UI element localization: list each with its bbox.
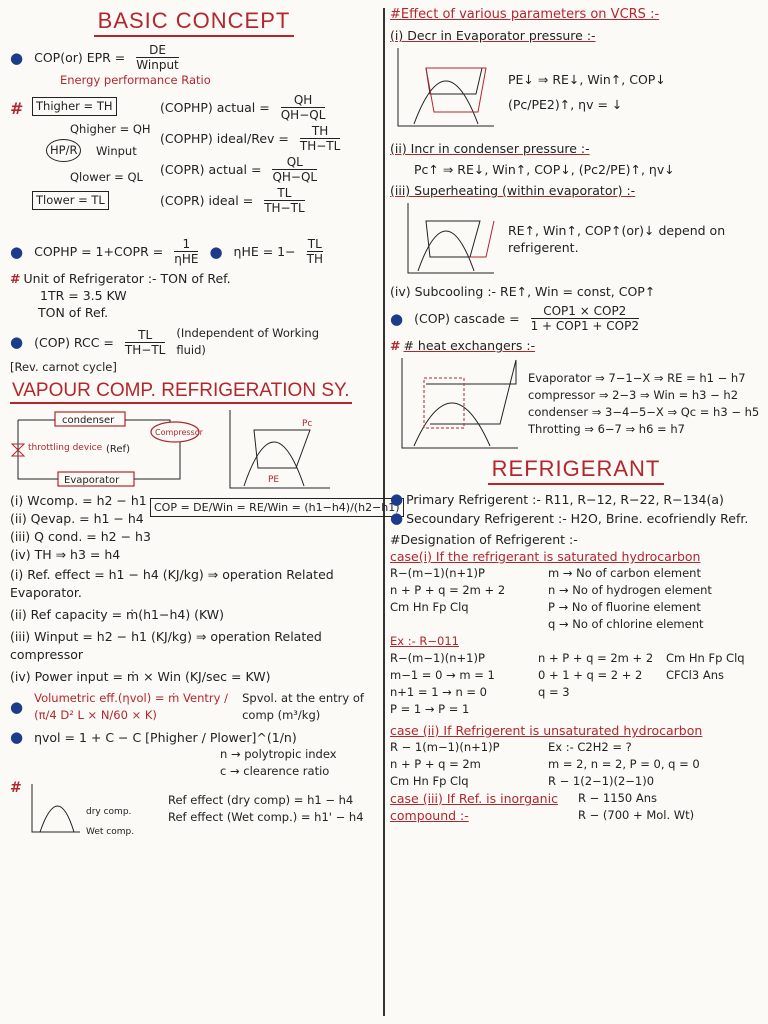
case3-eq2: R − (700 + Mol. Wt)	[578, 808, 695, 822]
ex1-row	[390, 650, 762, 718]
cascade-row	[390, 304, 762, 333]
ph-evap-diagram	[390, 44, 500, 140]
vcrs-diagram-row	[10, 408, 378, 492]
ts-dome	[40, 806, 74, 832]
pipe-1	[134, 442, 180, 479]
ex1-step-e: n + P + q = 2m + 2	[538, 651, 654, 665]
pc-label: Pc	[302, 419, 313, 429]
ts-hx-diagram	[390, 354, 520, 454]
vcrs-equations	[10, 492, 400, 566]
hx-condenser-eq: condenser ⇒ 3−4−5−X ⇒ Qc = h3 − h5	[528, 405, 760, 419]
cophp-actual-label: (COPHP) actual =	[160, 100, 270, 115]
pe-label: PE	[268, 475, 280, 485]
ph-dome	[418, 231, 474, 271]
rcc-label: (COP) RCC =	[34, 334, 114, 350]
evap-pressure-eq2: (Pc/PE2)↑, ηv = ↓	[508, 97, 623, 112]
nhe-num: TL	[307, 237, 322, 251]
ph-superheat-diagram	[390, 199, 500, 279]
cond-pressure-eq: Pc↑ ⇒ RE↓, Win↑, COP↓, (Pc2/PE)↑, ηv↓	[414, 162, 675, 177]
vcrs-title: VAPOUR COMP. REFRIGERATION SY.	[10, 380, 352, 404]
bullet-icon: ●	[10, 728, 24, 746]
ref-capacity-eq: (ii) Ref capacity = ṁ(h1−h4) (KW)	[10, 607, 225, 622]
superheating-title: (iii) Superheating (within evaporator) :-	[390, 183, 636, 198]
bullet-icon: ●	[10, 698, 24, 716]
cop-formulas	[160, 93, 378, 215]
cophp-actual-den: QH−QL	[280, 108, 326, 122]
ts-dry-wet-diagram	[10, 780, 160, 838]
ex2-step-a: m = 2, n = 2, P = 0, q = 0	[548, 757, 700, 771]
hx-title-text: # heat exchangers :-	[403, 338, 536, 353]
left-column	[10, 6, 400, 838]
ph-cycle	[426, 221, 480, 257]
n-note: n → polytropic index	[220, 747, 337, 761]
vol-eff-row	[10, 690, 378, 724]
dry-comp-label: dry comp.	[86, 807, 132, 817]
case1-title: case(i) If the refrigerant is saturated hydrocarbon	[390, 549, 701, 564]
qlower-label: Qlower = QL	[70, 170, 143, 184]
evap-pressure-title: (i) Decr in Evaporator pressure :-	[390, 28, 596, 43]
compressor-label: Compressor	[155, 428, 203, 437]
nhe-label: ηHE = 1−	[233, 244, 296, 259]
ex2-title: Ex :- C2H2 = ?	[548, 740, 632, 754]
copr-ideal-label: (COPR) ideal =	[160, 193, 254, 208]
bullet-icon: ●	[390, 491, 404, 508]
p-note: P → No of fluorine element	[548, 600, 701, 614]
ph-diagram	[224, 408, 334, 492]
copr-ideal-den: TH−TL	[264, 201, 305, 215]
th-eq: (iv) TH ⇒ h3 = h4	[10, 547, 121, 562]
ph-axes	[398, 48, 494, 126]
vol-note: Spvol. at the entry of comp (m³/kg)	[242, 691, 364, 722]
dry-wet-row	[10, 780, 378, 838]
copr-ideal-num: TL	[264, 186, 304, 201]
condenser-label: condenser	[62, 415, 115, 426]
case2-formula-3: Cm Hn Fp Clq	[390, 774, 469, 788]
power-input-eq: (iv) Power input = ṁ × Win (KJ/sec = KW)	[10, 669, 271, 684]
evap-pressure-row	[390, 44, 762, 140]
primary-row	[390, 491, 762, 508]
case2-formula-2: n + P + q = 2m	[390, 757, 481, 771]
ex1-step-b: m−1 = 0 → m = 1	[390, 668, 495, 682]
ex1-title: Ex :- R−011	[390, 634, 459, 648]
secondary-refrigerant: Secoundary Refrigerent :- H2O, Brine. ecofriendly Refr.	[406, 511, 749, 526]
q-note: q → No of chlorine element	[548, 617, 704, 631]
nvol-eq: ηvol = 1 + C − C [Phigher / Plower]^(1/n)	[34, 729, 297, 745]
hx-region	[424, 378, 464, 428]
winput-eq: (iii) Winput = h2 − h1 (KJ/kg) ⇒ operation Related compressor	[10, 629, 322, 662]
unit-line-2: TON of Ref.	[38, 305, 109, 320]
unit-title-text: Unit of Refrigerator :- TON of Ref.	[23, 271, 231, 286]
bullet-icon: ●	[10, 242, 24, 261]
ex1-step-h: Cm Hn Fp Clq	[666, 651, 745, 665]
winput-arrow-label: Winput	[96, 144, 137, 158]
cophp-actual-num: QH	[281, 93, 326, 108]
secondary-row	[390, 510, 762, 527]
unit-title	[10, 270, 378, 287]
rcc-num: TL	[125, 328, 165, 343]
refrigerant-title: REFRIGERANT	[488, 456, 665, 485]
hx-compressor-eq: compressor ⇒ 2−3 ⇒ Win = h3 − h2	[528, 388, 739, 402]
qhigher-label: Qhigher = QH	[70, 122, 151, 136]
cop-den: Winput	[136, 58, 179, 72]
ph-cycle-1	[426, 68, 482, 94]
cop-relation	[10, 237, 378, 266]
nvol-row	[10, 728, 378, 746]
hx-title	[390, 337, 762, 354]
n-note-right: n → No of hydrogen element	[548, 583, 712, 597]
hash-icon: #	[10, 271, 21, 286]
unit-line-1: 1TR = 3.5 KW	[40, 288, 127, 303]
throttling-label: throttling device	[28, 443, 103, 453]
rcc-note: (Independent of Working fluid)	[176, 326, 320, 357]
case1-formula-1: R−(m−1)(n+1)P	[390, 566, 485, 580]
ex1-step-f: 0 + 1 + q = 2 + 2	[538, 668, 643, 682]
thigher-box: Thigher = TH	[32, 97, 117, 116]
cop-definition	[10, 43, 378, 72]
cophp-ideal-num: TH	[300, 124, 340, 139]
wcomp-eq: (i) Wcomp. = h2 − h1	[10, 493, 147, 508]
case3-eq: R − 1150 Ans	[578, 791, 658, 805]
superheating-eq: RE↑, Win↑, COP↑(or)↓ depend on refrigerent.	[508, 223, 726, 255]
hx-row	[390, 354, 762, 454]
bullet-icon: ●	[10, 48, 24, 67]
vol-eff-eq: Volumetric eff.(ηvol) = ṁ Ventry / (π/4 D² L × N/60 × K)	[34, 691, 228, 722]
cophp-rel-label: COPHP = 1+COPR =	[34, 244, 164, 259]
cophp-rel-den: ηHE	[174, 252, 199, 266]
nhe-den: TH	[306, 252, 323, 266]
wet-comp-label: Wet comp.	[86, 827, 135, 837]
ref-dry-eq: Ref effect (dry comp) = h1 − h4	[168, 793, 354, 807]
vcrs-cycle-diagram	[10, 408, 210, 492]
rcc-row	[10, 325, 378, 359]
tlower-box: Tlower = TL	[32, 191, 109, 210]
subcooling-eq: (iv) Subcooling :- RE↑, Win = const, COP↑	[390, 284, 656, 299]
case3-row	[390, 790, 762, 824]
ex1-step-c: n+1 = 1 → n = 0	[390, 685, 488, 699]
hash-icon: #	[10, 780, 22, 796]
ref-wet-eq: Ref effect (Wet comp.) = h1' − h4	[168, 810, 364, 824]
cond-pressure-title: (ii) Incr in condenser pressure :-	[390, 141, 590, 156]
qcond-eq: (iii) Q cond. = h2 − h3	[10, 529, 151, 544]
vcrs-parameters-title: #Effect of various parameters on VCRS :-	[390, 7, 660, 22]
ex1-step-g: q = 3	[538, 685, 570, 699]
cophp-rel-num: 1	[174, 237, 198, 252]
designation-title: #Designation of Refrigerent :-	[390, 532, 578, 547]
superheat-path	[470, 221, 494, 257]
cop-label: COP(or) EPR =	[34, 50, 126, 65]
pipe-2	[125, 420, 170, 422]
case1-row	[390, 565, 762, 633]
cascade-label: (COP) cascade =	[414, 311, 520, 326]
cop-num: DE	[136, 43, 178, 58]
m-note: m → No of carbon element	[548, 566, 701, 580]
evaporator-label: Evaporator	[64, 475, 120, 486]
copr-actual-num: QL	[272, 155, 317, 170]
epr-note: Energy performance Ratio	[60, 73, 211, 87]
case2-row	[390, 739, 762, 790]
cop-box: COP = DE/Win = RE/Win = (h1−h4)/(h2−h1)	[150, 498, 404, 517]
copr-actual-den: QH−QL	[272, 170, 318, 184]
bullet-icon: ●	[390, 309, 404, 328]
ph-dome	[414, 81, 478, 124]
qevap-eq: (ii) Qevap. = h1 − h4	[10, 511, 144, 526]
copr-actual-label: (COPR) actual =	[160, 162, 262, 177]
c-note: c → clearence ratio	[220, 764, 330, 778]
ref-effect-eq: (i) Ref. effect = h1 − h4 (KJ/kg) ⇒ operation Related Evaporator.	[10, 567, 334, 600]
right-column	[390, 6, 762, 824]
bullet-icon: ●	[10, 333, 24, 351]
primary-refrigerant: Primary Refrigerent :- R11, R−12, R−22, R−134(a)	[406, 492, 724, 507]
hx-throttling-eq: Throtting ⇒ 6−7 ⇒ h6 = h7	[528, 422, 685, 436]
evap-pressure-eq: PE↓ ⇒ RE↓, Win↑, COP↓	[508, 72, 666, 87]
rcc-den: TH−TL	[124, 342, 166, 357]
case3-title: case (iii) If Ref. is inorganic compound :-	[390, 791, 558, 823]
hash-icon: #	[390, 338, 401, 353]
ex1-step-a: R−(m−1)(n+1)P	[390, 651, 485, 665]
hash-icon: #	[10, 99, 24, 118]
ex1-answer: CFCl3 Ans	[666, 668, 724, 682]
hpr-circle: HP/R	[46, 139, 81, 162]
cop-fraction	[136, 43, 178, 72]
cascade-num: COP1 × COP2	[531, 304, 639, 319]
ex1-step-d: P = 1 → P = 1	[390, 702, 470, 716]
bullet-icon: ●	[209, 242, 223, 261]
hx-evaporator-eq: Evaporator ⇒ 7−1−X ⇒ RE = h1 − h7	[528, 371, 746, 385]
cophp-ideal-label: (COPHP) ideal/Rev =	[160, 131, 289, 146]
cascade-den: 1 + COP1 + COP2	[530, 319, 639, 333]
cophp-ideal-den: TH−TL	[299, 139, 341, 153]
rcc-sub: [Rev. carnot cycle]	[10, 360, 117, 374]
basic-concept-title: BASIC CONCEPT	[94, 8, 295, 37]
ph-axes	[230, 410, 330, 488]
ex2-step-b: R − 1(2−1)(2−1)0	[548, 774, 655, 788]
case2-formula-1: R − 1(m−1)(n+1)P	[390, 740, 500, 754]
superheating-row	[390, 199, 762, 279]
hp-block	[10, 93, 378, 235]
ref-label: (Ref)	[106, 444, 130, 455]
case2-title: case (ii) If Refrigerent is unsaturated hydrocarbon	[390, 723, 703, 738]
ts-axes	[32, 784, 80, 832]
case1-formula-3: Cm Hn Fp Clq	[390, 600, 469, 614]
bullet-icon: ●	[390, 510, 404, 527]
case1-formula-2: n + P + q = 2m + 2	[390, 583, 506, 597]
